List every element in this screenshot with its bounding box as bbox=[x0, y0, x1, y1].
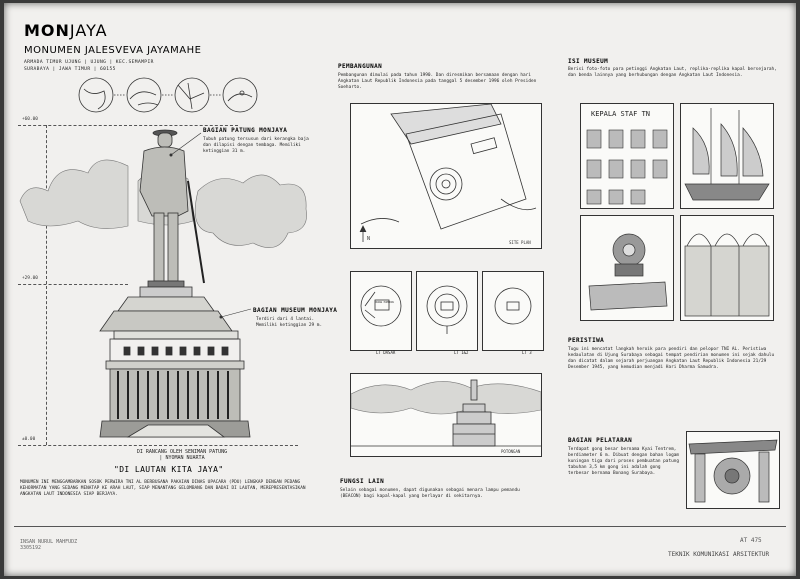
address-line-2: SURABAYA | JAWA TIMUR | 60155 bbox=[24, 67, 116, 72]
museum-section-title: BAGIAN MUSEUM MONJAYA bbox=[253, 307, 338, 314]
floor-plan-1-2 bbox=[416, 271, 478, 351]
museum-section-text: Terdiri dari 4 lantai. Memiliki ketinggian 29 m. bbox=[256, 317, 323, 328]
location-map-circles bbox=[78, 75, 258, 115]
designer-line-1: DI RANCANG OLEH SENIMAN PATUNG bbox=[136, 449, 228, 455]
page-title: MONUMEN JALESVEVA JAYAMAHE bbox=[24, 45, 202, 56]
designer-line-2: | NYOMAN NUARTA bbox=[159, 455, 205, 461]
logo-bold: MON bbox=[24, 21, 70, 40]
peristiwa-text: Tugu ini mencatat langkah heroik para pendiri dan pelopor TNI AL. Peristiwa kedaulatan di Ujung Surabaya sebagai tempat pendirian monumen ini sejak dahulu dan dicatat dalam sejarah perjuangan Angkatan Laut Republik Indonesia 21/29 Desember 1945, yang kemudian menjadi Hari Dharma Samudra. bbox=[568, 347, 775, 370]
pelataran-text: Terdapat gong besar bernama Kyai Tentrem, berdiameter 6 m. Dibuat dengan bahan logam kuningan tiga dari proses pembuatan patung tabuhan 3,5 km gong ini adalah gong terbesar bernama Bonang Surabaya. bbox=[568, 447, 680, 476]
photo-sign: KEPALA STAF TN bbox=[591, 110, 651, 118]
photo-gallery-drawing bbox=[580, 103, 674, 209]
section-drawing-box bbox=[350, 373, 542, 457]
pembangunan-title: PEMBANGUNAN bbox=[338, 63, 383, 70]
author-id: 3305192 bbox=[20, 545, 42, 551]
callout-leaders bbox=[169, 131, 259, 321]
course-code: AT 475 bbox=[740, 537, 762, 544]
drawing-sheet bbox=[4, 3, 796, 576]
fungsi-lain-text: Selain sebagai monumen, dapat digunakan sebagai menara lampu pemandu (BEACON) bagi kapal-kapal yang berlayar di sekitarnya. bbox=[340, 488, 520, 499]
site-plan-drawing bbox=[351, 104, 541, 248]
isi-museum-text: Berisi foto-foto para petinggi Angkatan Laut, replika-replika kapal bersejarah, dan benda lainnya yang berhubungan dengan Angkatan Laut Indonesia. bbox=[568, 67, 777, 78]
site-plan-label: SITE PLAN bbox=[509, 240, 531, 245]
motto: "DI LAUTAN KITA JAYA" bbox=[114, 465, 224, 474]
floor-plan-label-1-2: LT 1&2 bbox=[454, 350, 469, 355]
pelataran-title: BAGIAN PELATARAN bbox=[568, 437, 633, 444]
logo bbox=[24, 21, 108, 40]
museum-interior-drawing bbox=[680, 215, 774, 321]
diving-helmet-drawing bbox=[580, 215, 674, 321]
isi-museum-title: ISI MUSEUM bbox=[568, 58, 609, 65]
section-drawing bbox=[351, 374, 541, 456]
course-name: TEKNIK KOMUNIKASI ARSITEKTUR bbox=[668, 551, 770, 558]
floor-plan-ground bbox=[350, 271, 412, 351]
designer-credit bbox=[122, 449, 242, 461]
statue-section-title: BAGIAN PATUNG MONJAYA bbox=[203, 127, 288, 134]
fungsi-lain-title: FUNGSI LAIN bbox=[340, 478, 385, 485]
author-name: INSAN NURUL MAHFUDZ bbox=[20, 539, 78, 545]
peristiwa-title: PERISTIWA bbox=[568, 337, 605, 344]
address-line-1: ARMADA TIMUR UJUNG | UJUNG | KEC.SEMAMPIR bbox=[24, 60, 154, 65]
gong-drawing bbox=[686, 431, 780, 509]
logo-thin: JAYA bbox=[69, 21, 108, 40]
floor-plan-label-ground: LT DASAR bbox=[376, 350, 396, 355]
level-top: +60.00 bbox=[22, 117, 38, 122]
address bbox=[24, 59, 154, 73]
level-base: ±0.00 bbox=[22, 437, 36, 442]
monument-description: MONUMEN INI MENGGAMBARKAN SOSOK PERWIRA TNI AL BERBUSANA PAKAIAN DINAS UPACARA (PDU) LENGKAP DENGAN PEDANG KEHORMATAN YANG SEDANG MENATAP KE ARAH LAUT, SIAP MENANTANG GELOMBANG DAN BADAI DI LAUTAN, MEREPRESENTASIKAN ANGKATAN LAUT INDONESIA SIAP BERJAYA. bbox=[20, 480, 306, 497]
north-label: N bbox=[367, 236, 371, 242]
floor-plan-label-3: LT 3 bbox=[522, 350, 532, 355]
monument-elevation-drawing bbox=[18, 121, 318, 451]
ship-replica-drawing bbox=[680, 103, 774, 209]
pembangunan-text: Pembangunan dimulai pada tahun 1990. Dan diresmikan bersamaan dengan hari Angkatan Laut Republik Indonesia pada tanggal 5 desember 1996 oleh Presiden Soeharto. bbox=[338, 73, 537, 90]
author-block bbox=[20, 539, 77, 551]
floor-plan-3 bbox=[482, 271, 544, 351]
room-label: RUANG PAMERAN bbox=[375, 301, 394, 304]
site-plan-box bbox=[350, 103, 542, 249]
statue-section-text: Tubuh patung tersusun dari kerangka baja dan dilapisi dengan tembaga. Memiliki ketinggian 31 m. bbox=[203, 137, 309, 154]
level-mid: +29.00 bbox=[22, 276, 38, 281]
footer-divider bbox=[14, 526, 786, 527]
potongan-label: POTONGAN bbox=[501, 449, 521, 454]
